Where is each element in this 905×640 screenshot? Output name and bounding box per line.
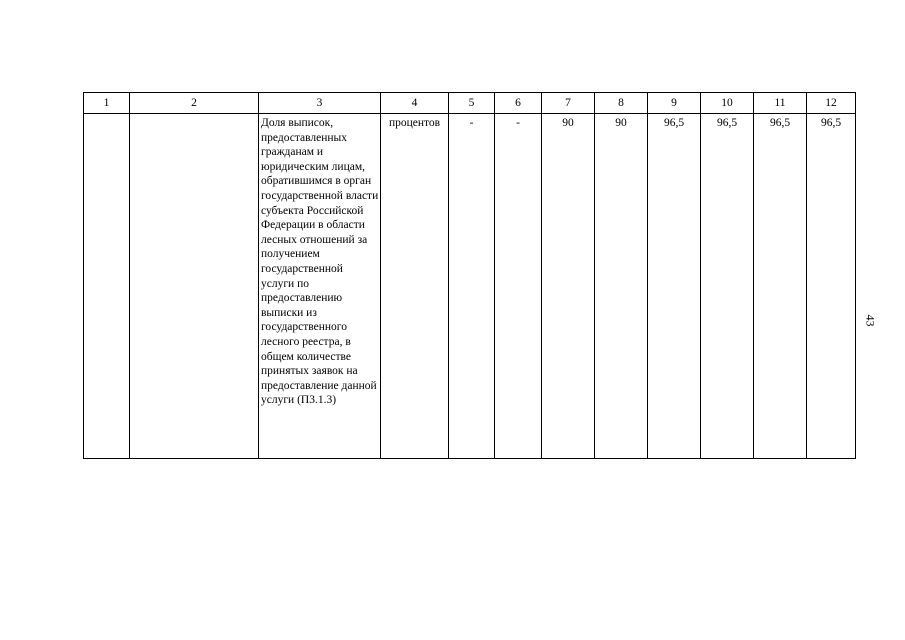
header-col-5: 5 (449, 93, 495, 114)
header-col-7: 7 (542, 93, 595, 114)
header-col-11: 11 (754, 93, 807, 114)
cell-col-7: 90 (542, 114, 595, 459)
header-col-2: 2 (130, 93, 259, 114)
cell-col-5: - (449, 114, 495, 459)
table-row (84, 114, 856, 459)
cell-col-10: 96,5 (701, 114, 754, 459)
header-col-6: 6 (495, 93, 542, 114)
page-number: 43 (863, 314, 878, 327)
header-col-3: 3 (259, 93, 381, 114)
header-col-12: 12 (807, 93, 856, 114)
header-col-4: 4 (381, 93, 449, 114)
indicator-description: Доля выписок, предоставленных гражданам и юридическим лицам, обратившимся в орган государственной власти субъекта Российской Федерации в области лесных отношений за получением государственной услуги по предоставлению выписки из государственного лесного реестра, в общем количестве принятых заявок на предоставление данной услуги (П3.1.3) (259, 114, 381, 459)
cell-col-11: 96,5 (754, 114, 807, 459)
header-col-10: 10 (701, 93, 754, 114)
cell-col-9: 96,5 (648, 114, 701, 459)
unit-cell: процентов (381, 114, 449, 459)
header-row (84, 93, 856, 114)
cell-col-1 (84, 114, 130, 459)
cell-col-2 (130, 114, 259, 459)
cell-col-6: - (495, 114, 542, 459)
header-col-9: 9 (648, 93, 701, 114)
cell-col-8: 90 (595, 114, 648, 459)
header-col-1: 1 (84, 93, 130, 114)
cell-col-12: 96,5 (807, 114, 856, 459)
indicator-table (83, 92, 856, 459)
header-col-8: 8 (595, 93, 648, 114)
